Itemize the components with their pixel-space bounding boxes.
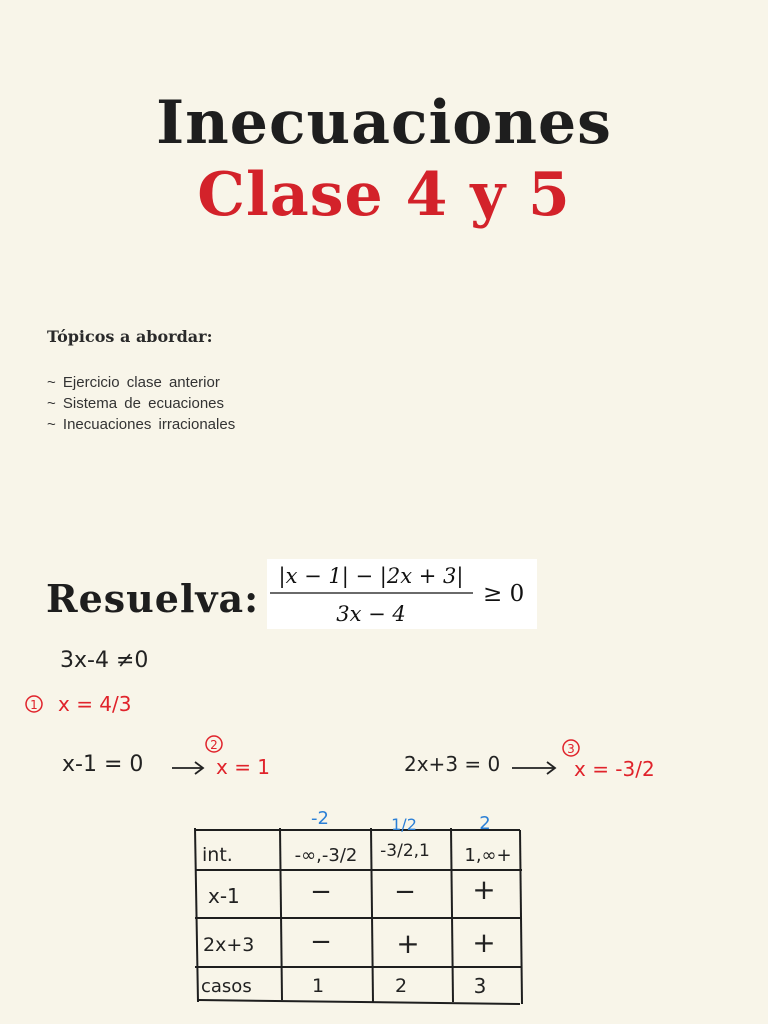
note-root-2: x = 1	[216, 755, 271, 779]
case-cell: 2	[394, 975, 408, 997]
step-number: 3	[567, 742, 575, 756]
table-header: -∞,-3/2	[294, 845, 358, 866]
formula-denominator: 3x − 4	[336, 602, 406, 626]
step-number: 1	[30, 698, 38, 712]
note-denominator-nonzero: 3x-4 ≠0	[60, 648, 149, 673]
sign-cell: +	[472, 926, 496, 959]
test-value: 1/2	[391, 815, 417, 834]
topic-item: ~ Sistema de ecuaciones	[47, 395, 225, 412]
case-cell: 1	[311, 975, 325, 997]
table-header: -3/2,1	[380, 841, 430, 861]
page-title: Inecuaciones	[156, 88, 612, 158]
row-label: x-1	[208, 884, 240, 908]
table-header: 1,∞+	[464, 845, 512, 866]
sign-cell: −	[310, 927, 332, 957]
test-value: 2	[479, 813, 491, 834]
note-equation-3: 2x+3 = 0	[404, 752, 501, 776]
test-value: -2	[311, 808, 329, 829]
note-root-3: x = -3/2	[574, 757, 655, 781]
sign-cell: +	[396, 927, 420, 960]
topic-item: ~ Inecuaciones irracionales	[47, 416, 236, 433]
formula-relation: ≥ 0	[483, 581, 525, 607]
page-subtitle: Clase 4 y 5	[197, 160, 571, 230]
sign-cell: −	[310, 877, 332, 907]
sign-cell: +	[472, 873, 496, 906]
formula-numerator: |x − 1| − |2x + 3|	[278, 564, 464, 588]
case-cell: 3	[473, 974, 487, 998]
step-number: 2	[210, 738, 218, 752]
note-equation-2: x-1 = 0	[62, 752, 144, 777]
row-label: 2x+3	[203, 934, 255, 956]
note-root-1: x = 4/3	[58, 692, 132, 716]
exercise-label: Resuelva:	[46, 576, 260, 621]
sign-cell: −	[394, 877, 416, 907]
table-header: int.	[202, 844, 233, 866]
topics-heading: Tópicos a abordar:	[47, 327, 213, 346]
topic-item: ~ Ejercicio clase anterior	[47, 374, 220, 391]
row-label: casos	[201, 976, 252, 997]
